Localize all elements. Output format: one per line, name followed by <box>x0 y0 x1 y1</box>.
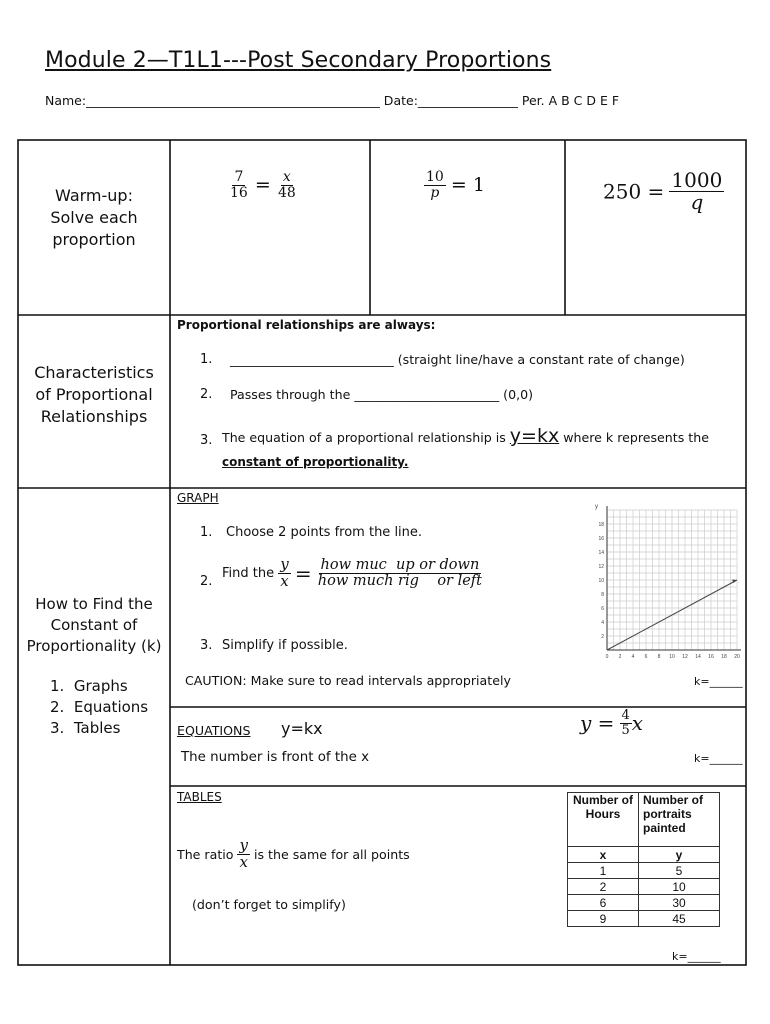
x-tick-label: 2 <box>618 654 622 660</box>
howto-list <box>50 676 148 739</box>
table-row <box>568 911 720 927</box>
p3-den: q <box>690 190 704 214</box>
item3-post: where k represents the <box>563 430 709 445</box>
x-tick-label: 12 <box>682 654 688 660</box>
x-tick-label: 8 <box>657 654 661 660</box>
y-tick-label: 16 <box>598 536 604 542</box>
col-hours-header: Number of Hours <box>568 793 639 847</box>
item3-eq: y=kx <box>509 425 560 447</box>
item1-text: __________________________ (straight line/have a constant rate of change) <box>230 352 685 367</box>
y-tick-label: 14 <box>598 550 604 556</box>
graph-step1: Choose 2 points from the line. <box>226 525 423 540</box>
table-row <box>568 895 720 911</box>
graph-step2-num: 2. <box>200 574 213 589</box>
graph-heading: GRAPH <box>177 491 219 505</box>
proportional-line-chart <box>585 500 750 662</box>
p2-rhs: = 1 <box>450 174 485 197</box>
y-tick-label: 10 <box>598 578 604 584</box>
proportion-2 <box>424 170 485 200</box>
graph-k-blank: k=______ <box>694 675 743 688</box>
x-tick-label: 16 <box>708 654 714 660</box>
caution-text: CAUTION: Make sure to read intervals appropriately <box>185 673 511 688</box>
warmup-label: Warm-up: Solve each proportion <box>50 186 138 249</box>
x-tick-label: 14 <box>695 654 701 660</box>
run-text: how much rig or left <box>317 572 482 589</box>
rise-text: how muc up or down <box>320 556 480 573</box>
ratio-pre: The ratio <box>177 846 234 862</box>
tables-heading: TABLES <box>177 790 222 804</box>
characteristics-heading: Proportional relationships are always: <box>177 318 436 332</box>
equations-kx: y=kx <box>281 719 323 738</box>
constant-term: constant of proportionality. <box>222 455 409 469</box>
col-portraits-header: Number of portraits painted <box>639 793 720 847</box>
y-tick-label: 8 <box>601 592 604 598</box>
p1-equals: = <box>254 174 271 197</box>
cell-x: 1 <box>568 863 639 879</box>
x-tick-label: 10 <box>669 654 675 660</box>
example-num: 4 <box>621 708 630 723</box>
cell-x: 2 <box>568 879 639 895</box>
graph-step3-num: 3. <box>200 638 213 653</box>
x-tick-label: 6 <box>644 654 648 660</box>
y-axis-label: y <box>595 504 598 510</box>
table-row <box>568 863 720 879</box>
item1-num: 1. <box>200 352 213 367</box>
proportion-3 <box>603 170 724 213</box>
frac-y: y <box>280 555 289 573</box>
y-tick-label: 4 <box>601 620 604 626</box>
x-tick-label: 4 <box>631 654 635 660</box>
cell-x: 9 <box>568 911 639 927</box>
example-var: x <box>631 711 644 736</box>
worksheet-title: Module 2—T1L1---Post Secondary Proportions <box>45 48 552 73</box>
name-date-period-line: Name:_______________________________________________ Date:________________ Per. A B C D E F <box>45 93 620 108</box>
tables-k-blank: k=______ <box>672 950 721 963</box>
equations-note: The number is front of the x <box>181 750 370 765</box>
item3-pre: The equation of a proportional relationship is <box>222 430 506 445</box>
table-row <box>568 879 720 895</box>
characteristics-label: Characteristics of Proportional Relationships <box>34 363 154 426</box>
x-tick-label: 18 <box>721 654 727 660</box>
p2-num: 10 <box>426 169 444 185</box>
tables-note: (don’t forget to simplify) <box>192 897 346 912</box>
p3-lhs: 250 = <box>603 179 665 204</box>
item2-text: Passes through the _______________________ (0,0) <box>230 387 534 402</box>
p1-num: 7 <box>234 169 244 185</box>
howto-item: 1. Graphs <box>50 677 128 695</box>
p1-den2: 48 <box>277 184 296 201</box>
p1-num2: x <box>282 169 291 185</box>
frac-x: x <box>280 571 289 590</box>
ratio-y: y <box>239 836 248 854</box>
cell-y: 10 <box>639 879 720 895</box>
example-lhs: y = <box>580 711 615 736</box>
x-tick-label: 20 <box>734 654 740 660</box>
equations-heading: EQUATIONS <box>177 723 251 738</box>
ratio-post: is the same for all points <box>253 846 410 862</box>
p1-den: 16 <box>230 184 248 201</box>
item2-num: 2. <box>200 387 213 402</box>
cell-y: 30 <box>639 895 720 911</box>
col-x-label: x <box>568 847 639 863</box>
equation-example <box>580 709 643 737</box>
find-the-text: Find the <box>222 565 275 581</box>
equations-k-blank: k=______ <box>694 752 743 765</box>
ratio-x: x <box>239 852 248 871</box>
proportion-1 <box>228 170 298 200</box>
cell-y: 45 <box>639 911 720 927</box>
howto-item: 3. Tables <box>50 719 121 737</box>
p2-den: p <box>430 184 440 201</box>
cell-y: 5 <box>639 863 720 879</box>
tables-ratio <box>177 838 410 871</box>
item3-text <box>222 425 709 447</box>
graph-step3: Simplify if possible. <box>222 638 348 653</box>
col-y-label: y <box>639 847 720 863</box>
y-tick-label: 12 <box>598 564 604 570</box>
example-den: 5 <box>621 722 630 738</box>
p3-num: 1000 <box>671 168 723 192</box>
y-tick-label: 18 <box>598 522 604 528</box>
y-tick-label: 6 <box>601 606 604 612</box>
y-tick-label: 2 <box>601 634 604 640</box>
slope-equals: = <box>294 561 312 586</box>
graph-step1-num: 1. <box>200 525 213 540</box>
item3-num: 3. <box>200 433 213 448</box>
howto-label: How to Find the Constant of Proportionality (k) <box>26 595 162 655</box>
slope-formula <box>222 557 484 590</box>
x-tick-label: 0 <box>605 654 609 660</box>
hours-portraits-table <box>567 792 720 927</box>
howto-item: 2. Equations <box>50 698 149 716</box>
cell-x: 6 <box>568 895 639 911</box>
